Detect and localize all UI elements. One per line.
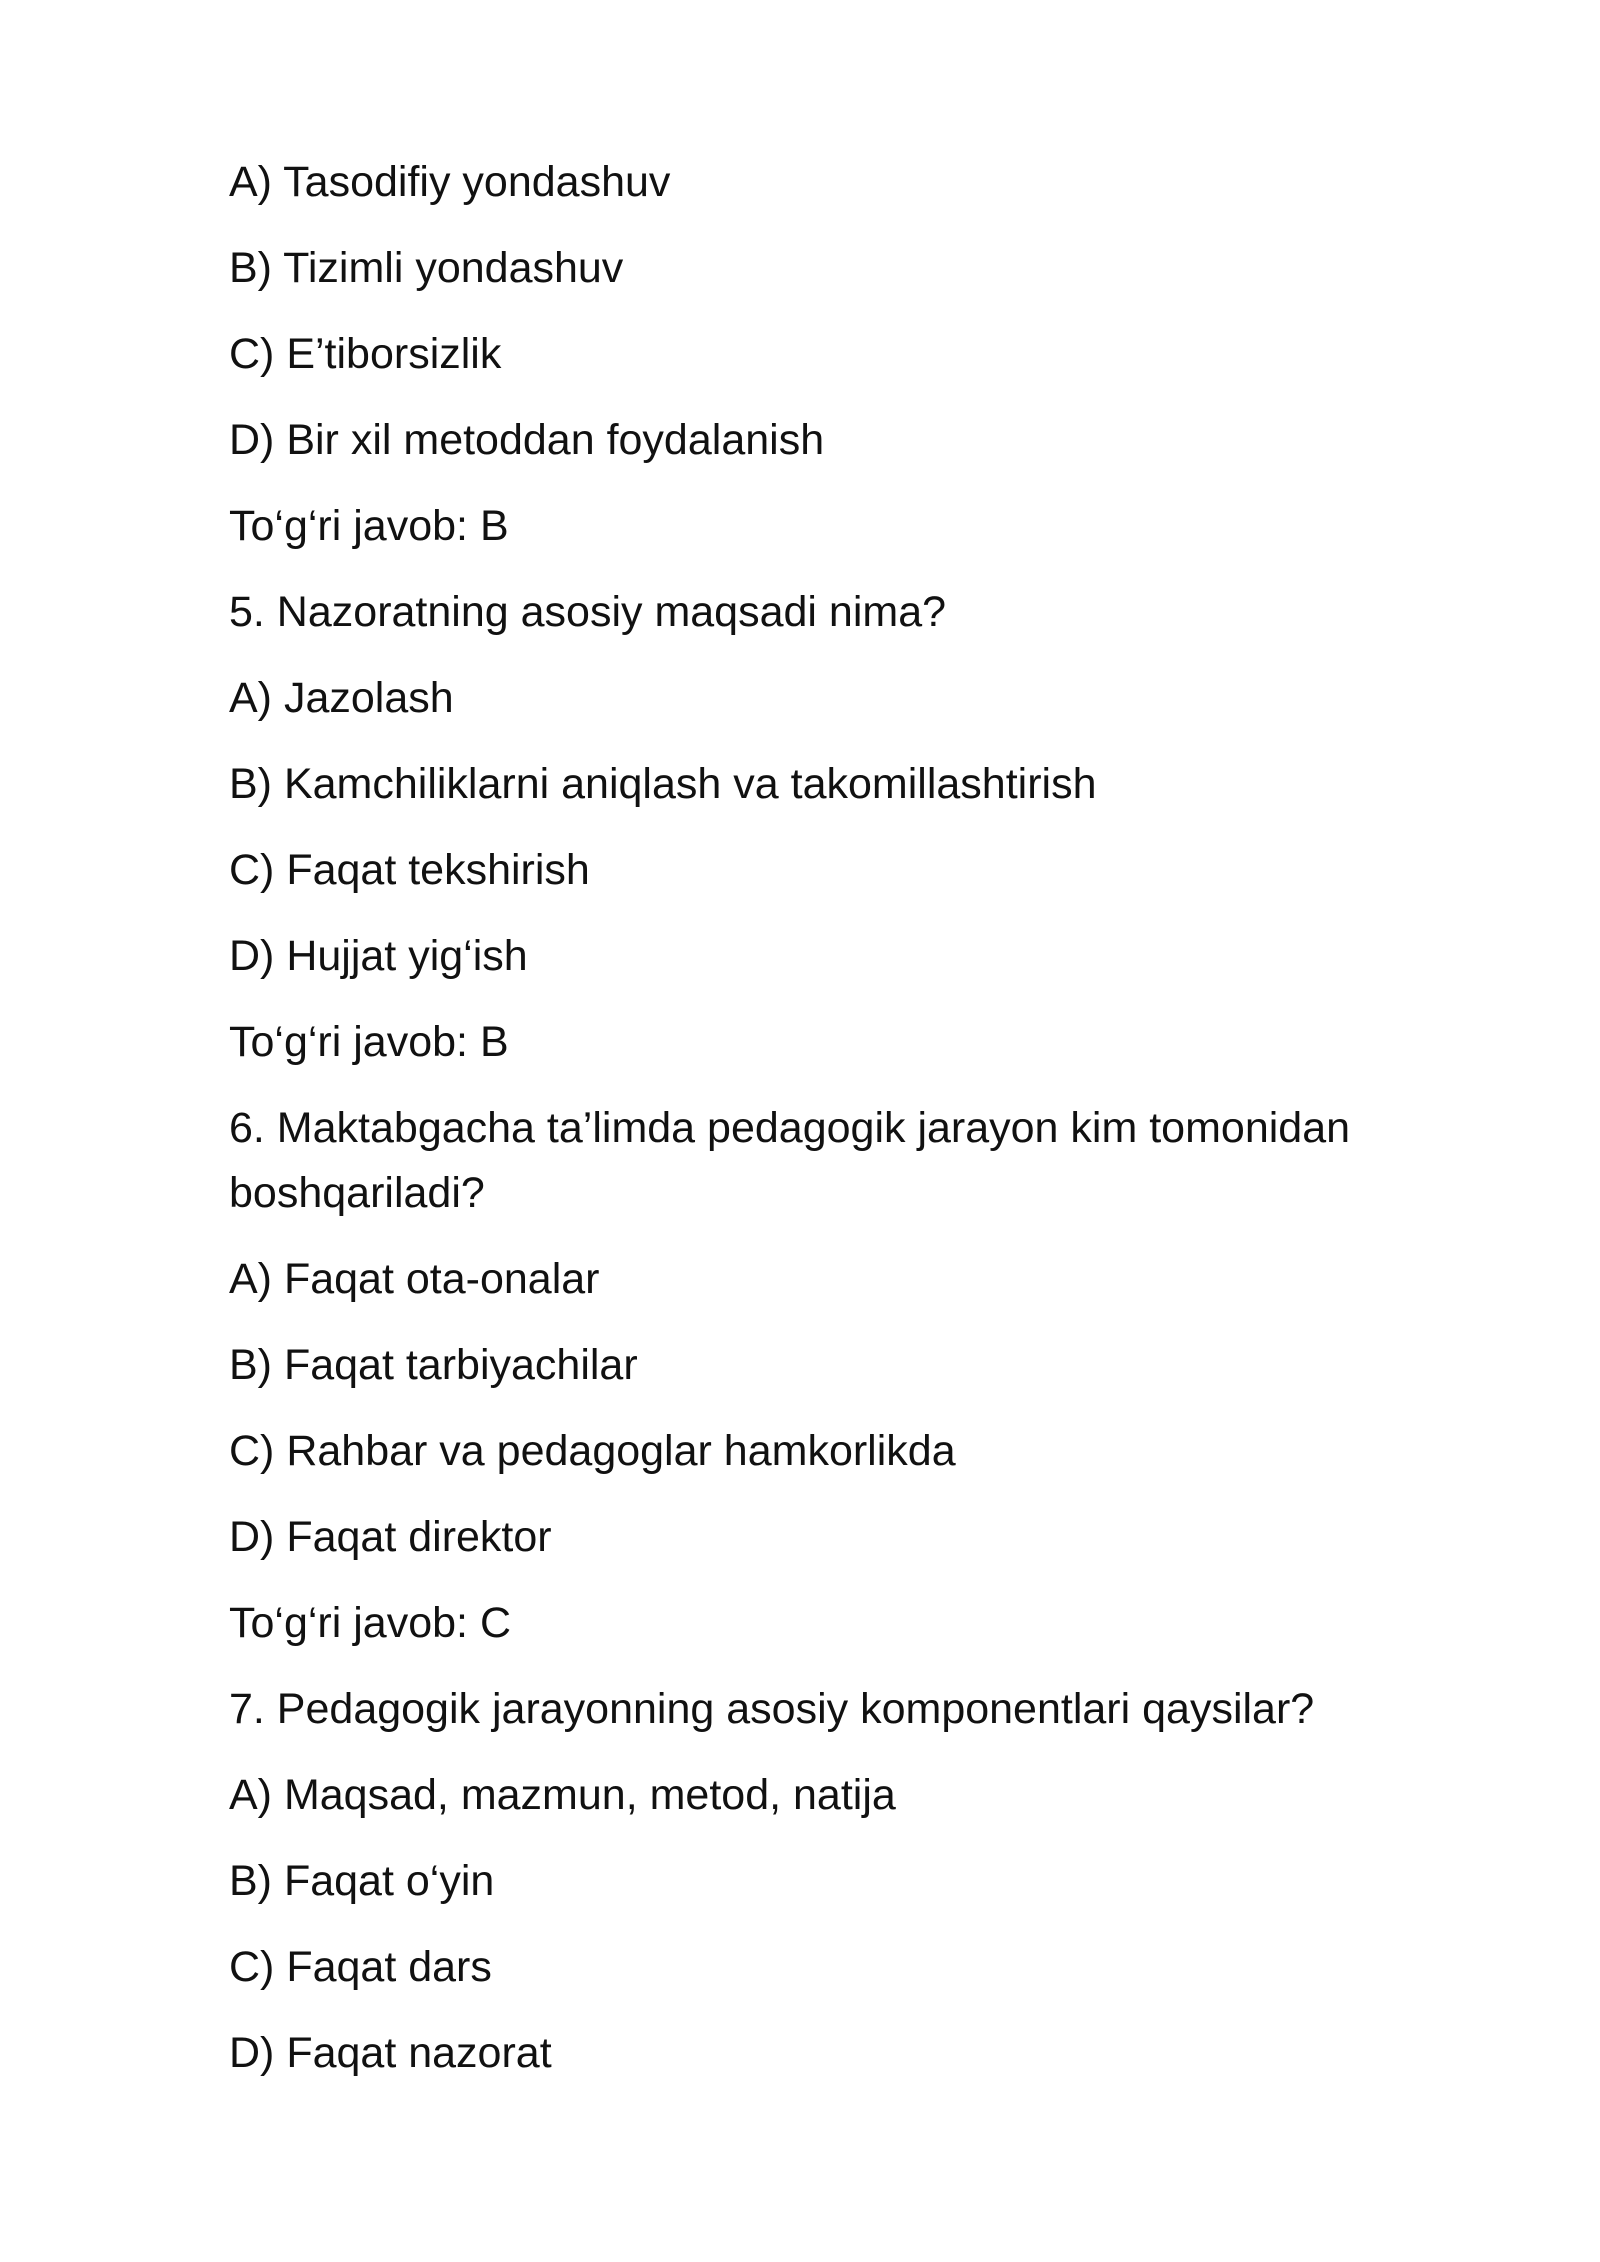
option-d: D) Faqat direktor bbox=[229, 1513, 552, 1561]
question-5: 5. Nazoratning asosiy maqsadi nima? bbox=[229, 588, 947, 636]
correct-answer: To‘g‘ri javob: B bbox=[229, 1018, 509, 1066]
option-a: A) Faqat ota-onalar bbox=[229, 1255, 600, 1303]
question-6: 6. Maktabgacha ta’limda pedagogik jarayon kim tomonidan boshqariladi? bbox=[229, 1104, 1351, 1217]
document-body bbox=[229, 150, 1429, 2107]
option-d: D) Bir xil metoddan foydalanish bbox=[229, 416, 825, 464]
option-c: C) E’tiborsizlik bbox=[229, 330, 502, 378]
option-c: C) Rahbar va pedagoglar hamkorlikda bbox=[229, 1427, 956, 1475]
option-b: B) Faqat tarbiyachilar bbox=[229, 1341, 638, 1389]
question-7: 7. Pedagogik jarayonning asosiy komponentlari qaysilar? bbox=[229, 1685, 1315, 1733]
option-d: D) Faqat nazorat bbox=[229, 2029, 552, 2077]
option-b: B) Kamchiliklarni aniqlash va takomillashtirish bbox=[229, 760, 1097, 808]
correct-answer: To‘g‘ri javob: B bbox=[229, 502, 509, 550]
option-a: A) Jazolash bbox=[229, 674, 454, 722]
option-b: B) Faqat o‘yin bbox=[229, 1857, 495, 1905]
option-a: A) Maqsad, mazmun, metod, natija bbox=[229, 1771, 896, 1819]
option-d: D) Hujjat yig‘ish bbox=[229, 932, 528, 980]
option-c: C) Faqat tekshirish bbox=[229, 846, 590, 894]
option-b: B) Tizimli yondashuv bbox=[229, 244, 624, 292]
option-c: C) Faqat dars bbox=[229, 1943, 492, 1991]
correct-answer: To‘g‘ri javob: C bbox=[229, 1599, 511, 1647]
option-a: A) Tasodifiy yondashuv bbox=[229, 158, 671, 206]
